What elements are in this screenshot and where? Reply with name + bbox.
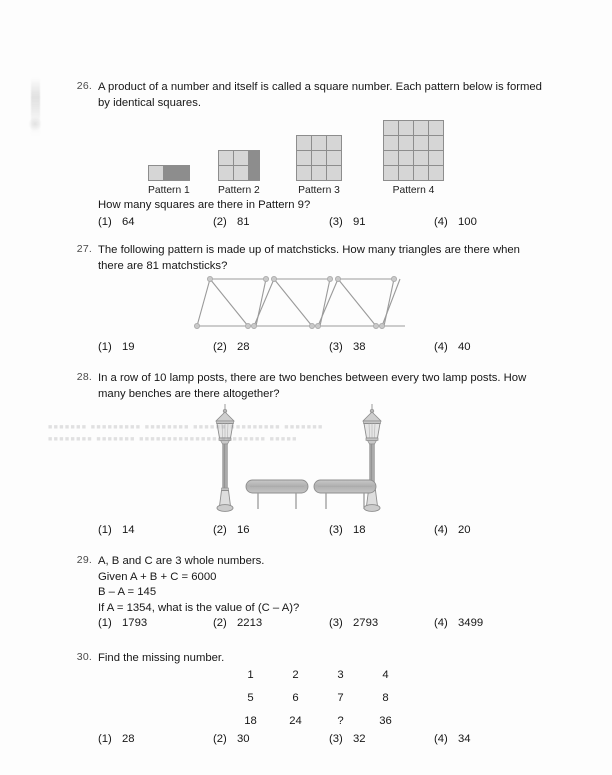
option-29-3[interactable] xyxy=(329,617,378,629)
pattern-cell xyxy=(399,151,413,165)
pattern-cell xyxy=(399,121,413,135)
option-27-2[interactable] xyxy=(213,341,250,353)
table-cell: 36 xyxy=(379,715,392,727)
option-label: (2) xyxy=(213,617,227,629)
question-30-options xyxy=(98,733,568,749)
option-label: (2) xyxy=(213,733,227,745)
missing-number-table xyxy=(228,664,408,733)
pattern-cell xyxy=(327,166,341,180)
scan-artifact-spot xyxy=(28,117,42,131)
question-26 xyxy=(66,80,566,111)
option-value: 28 xyxy=(122,733,135,745)
question-29-text xyxy=(98,554,566,616)
pattern-grid-1 xyxy=(148,165,190,181)
option-value: 16 xyxy=(237,524,250,536)
pattern-group-1 xyxy=(148,165,190,196)
matchstick-triangle-figure xyxy=(190,272,405,334)
option-value: 38 xyxy=(353,341,366,353)
matchstick-svg xyxy=(190,272,405,334)
question-26-line-2: by identical squares. xyxy=(98,96,201,109)
question-27-line-1: The following pattern is made up of matchsticks. How many triangles are there when xyxy=(98,244,520,256)
option-label: (3) xyxy=(329,733,343,745)
question-28 xyxy=(66,371,566,402)
option-30-2[interactable] xyxy=(213,733,250,745)
question-28-options xyxy=(98,524,568,540)
lamp-posts-svg xyxy=(195,402,410,520)
option-label: (4) xyxy=(434,733,448,745)
option-26-3[interactable] xyxy=(329,216,366,228)
option-label: (4) xyxy=(434,617,448,629)
pattern-cell xyxy=(399,166,413,180)
question-27-options xyxy=(98,341,568,357)
question-28-line-2: many benches are there altogether? xyxy=(98,387,280,400)
option-30-4[interactable] xyxy=(434,733,471,745)
pattern-cell xyxy=(414,136,428,150)
option-29-1[interactable] xyxy=(98,617,147,629)
pattern-cell xyxy=(297,136,311,150)
option-28-3[interactable] xyxy=(329,524,366,536)
pattern-cell xyxy=(399,136,413,150)
option-value: 100 xyxy=(458,216,477,228)
option-30-1[interactable] xyxy=(98,733,135,745)
question-30-line-1: Find the missing number. xyxy=(98,652,225,664)
lamp-post-left xyxy=(216,404,234,511)
table-cell: 7 xyxy=(337,692,344,704)
option-value: 28 xyxy=(237,341,250,353)
question-28-line-1: In a row of 10 lamp posts, there are two benches between every two lamp posts. How xyxy=(98,372,527,384)
option-value: 1793 xyxy=(122,617,148,629)
pattern-label-1: Pattern 1 xyxy=(148,185,190,196)
pattern-label-3: Pattern 3 xyxy=(298,185,340,196)
option-value: 2213 xyxy=(237,617,263,629)
option-value: 32 xyxy=(353,733,366,745)
question-27-line-2: there are 81 matchsticks? xyxy=(98,259,228,272)
option-label: (3) xyxy=(329,524,343,536)
pattern-cell xyxy=(327,136,341,150)
option-label: (3) xyxy=(329,341,343,353)
bleed-through-text: ■■■■■■■■ ■■■■■■■ ■■■■■■■■■■■■■■ ■■■■■■■■ ■■■■■ xyxy=(48,436,298,443)
pattern-cell xyxy=(414,121,428,135)
option-value: 2793 xyxy=(353,617,379,629)
matchstick-joint-nodes xyxy=(194,276,396,328)
pattern-cell xyxy=(384,166,398,180)
option-26-1[interactable] xyxy=(98,216,135,228)
table-cell-missing: ? xyxy=(337,715,344,727)
pattern-cell xyxy=(234,151,248,165)
table-cell: 24 xyxy=(289,715,302,727)
pattern-cell xyxy=(219,166,233,180)
option-27-1[interactable] xyxy=(98,341,135,353)
pattern-cell xyxy=(297,151,311,165)
option-value: 40 xyxy=(458,341,471,353)
option-label: (3) xyxy=(329,617,343,629)
lamp-post-right xyxy=(363,404,381,511)
table-row xyxy=(228,687,408,710)
question-29-options xyxy=(98,617,568,633)
option-label: (4) xyxy=(434,341,448,353)
question-26-number: 26. xyxy=(76,80,92,92)
option-value: 14 xyxy=(122,524,135,536)
option-value: 20 xyxy=(458,524,471,536)
scan-artifact xyxy=(31,78,40,136)
question-29-line-3: B – A = 145 xyxy=(98,586,157,598)
table-cell: 3 xyxy=(337,669,344,681)
table-cell: 2 xyxy=(292,669,299,681)
pattern-cell xyxy=(384,121,398,135)
pattern-cell xyxy=(384,151,398,165)
option-28-2[interactable] xyxy=(213,524,250,536)
option-value: 64 xyxy=(122,216,135,228)
question-30-number: 30. xyxy=(76,651,92,663)
option-label: (2) xyxy=(213,341,227,353)
table-cell: 5 xyxy=(247,692,254,704)
question-26-options xyxy=(98,216,568,232)
pattern-cell xyxy=(149,166,163,180)
question-26-text xyxy=(98,80,566,111)
table-cell: 4 xyxy=(382,669,389,681)
option-value: 91 xyxy=(353,216,366,228)
question-29-line-4: If A = 1354, what is the value of (C – A)? xyxy=(98,601,300,614)
bench-left xyxy=(246,480,308,509)
option-27-4[interactable] xyxy=(434,341,471,353)
question-26-followup-text: How many squares are there in Pattern 9? xyxy=(98,199,311,211)
table-cell: 8 xyxy=(382,692,389,704)
pattern-group-2 xyxy=(218,150,260,196)
pattern-cell xyxy=(312,136,326,150)
question-26-line-1: A product of a number and itself is called a square number. Each pattern below is formed xyxy=(98,81,542,93)
question-27-number: 27. xyxy=(76,243,92,255)
pattern-cell xyxy=(312,151,326,165)
option-label: (4) xyxy=(434,216,448,228)
option-26-2[interactable] xyxy=(213,216,250,228)
table-cell: 18 xyxy=(244,715,257,727)
lamp-posts-figure xyxy=(195,402,410,520)
option-label: (1) xyxy=(98,216,112,228)
option-28-4[interactable] xyxy=(434,524,471,536)
option-value: 3499 xyxy=(458,617,484,629)
option-value: 81 xyxy=(237,216,250,228)
option-label: (4) xyxy=(434,524,448,536)
pattern-cell xyxy=(234,166,248,180)
option-value: 34 xyxy=(458,733,471,745)
question-26-followup xyxy=(66,198,566,214)
pattern-cell xyxy=(429,121,443,135)
question-29-line-1: A, B and C are 3 whole numbers. xyxy=(98,555,265,567)
pattern-cell xyxy=(414,166,428,180)
table-row xyxy=(228,710,408,733)
option-value: 19 xyxy=(122,341,135,353)
pattern-cell xyxy=(429,136,443,150)
bleed-through-text: ■■■■■■■ ■■■■■■■■■ ■■■■■■■■ ■■■■■■ ■■■■■■■■■ ■■■■■■■ xyxy=(48,424,324,431)
option-value: 30 xyxy=(237,733,250,745)
question-27-text xyxy=(98,243,566,274)
pattern-grid-2 xyxy=(218,150,260,181)
option-label: (1) xyxy=(98,617,112,629)
question-29-line-2: Given A + B + C = 6000 xyxy=(98,570,217,583)
table-cell: 1 xyxy=(247,669,254,681)
option-29-4[interactable] xyxy=(434,617,483,629)
option-29-2[interactable] xyxy=(213,617,262,629)
option-30-3[interactable] xyxy=(329,733,366,745)
pattern-cell xyxy=(219,151,233,165)
question-29 xyxy=(66,554,566,616)
pattern-grid-3 xyxy=(296,135,342,181)
pattern-group-4 xyxy=(383,120,444,196)
table-row xyxy=(228,664,408,687)
question-28-number: 28. xyxy=(76,371,92,383)
square-pattern-figure xyxy=(140,108,470,196)
pattern-cell xyxy=(429,166,443,180)
option-28-1[interactable] xyxy=(98,524,135,536)
option-27-3[interactable] xyxy=(329,341,366,353)
option-label: (1) xyxy=(98,341,112,353)
option-value: 18 xyxy=(353,524,366,536)
number-grid xyxy=(228,664,408,733)
table-cell: 6 xyxy=(292,692,299,704)
pattern-label-2: Pattern 2 xyxy=(218,185,260,196)
pattern-grid-4 xyxy=(383,120,444,181)
pattern-label-4: Pattern 4 xyxy=(392,185,435,196)
option-label: (1) xyxy=(98,524,112,536)
option-26-4[interactable] xyxy=(434,216,477,228)
pattern-cell xyxy=(312,166,326,180)
question-28-text xyxy=(98,371,566,402)
pattern-cell xyxy=(429,151,443,165)
pattern-cell xyxy=(414,151,428,165)
option-label: (2) xyxy=(213,524,227,536)
option-label: (1) xyxy=(98,733,112,745)
question-27 xyxy=(66,243,566,274)
pattern-cell xyxy=(297,166,311,180)
pattern-cell xyxy=(327,151,341,165)
pattern-group-3 xyxy=(296,135,342,196)
question-29-number: 29. xyxy=(76,554,92,566)
option-label: (2) xyxy=(213,216,227,228)
option-label: (3) xyxy=(329,216,343,228)
pattern-cell xyxy=(384,136,398,150)
